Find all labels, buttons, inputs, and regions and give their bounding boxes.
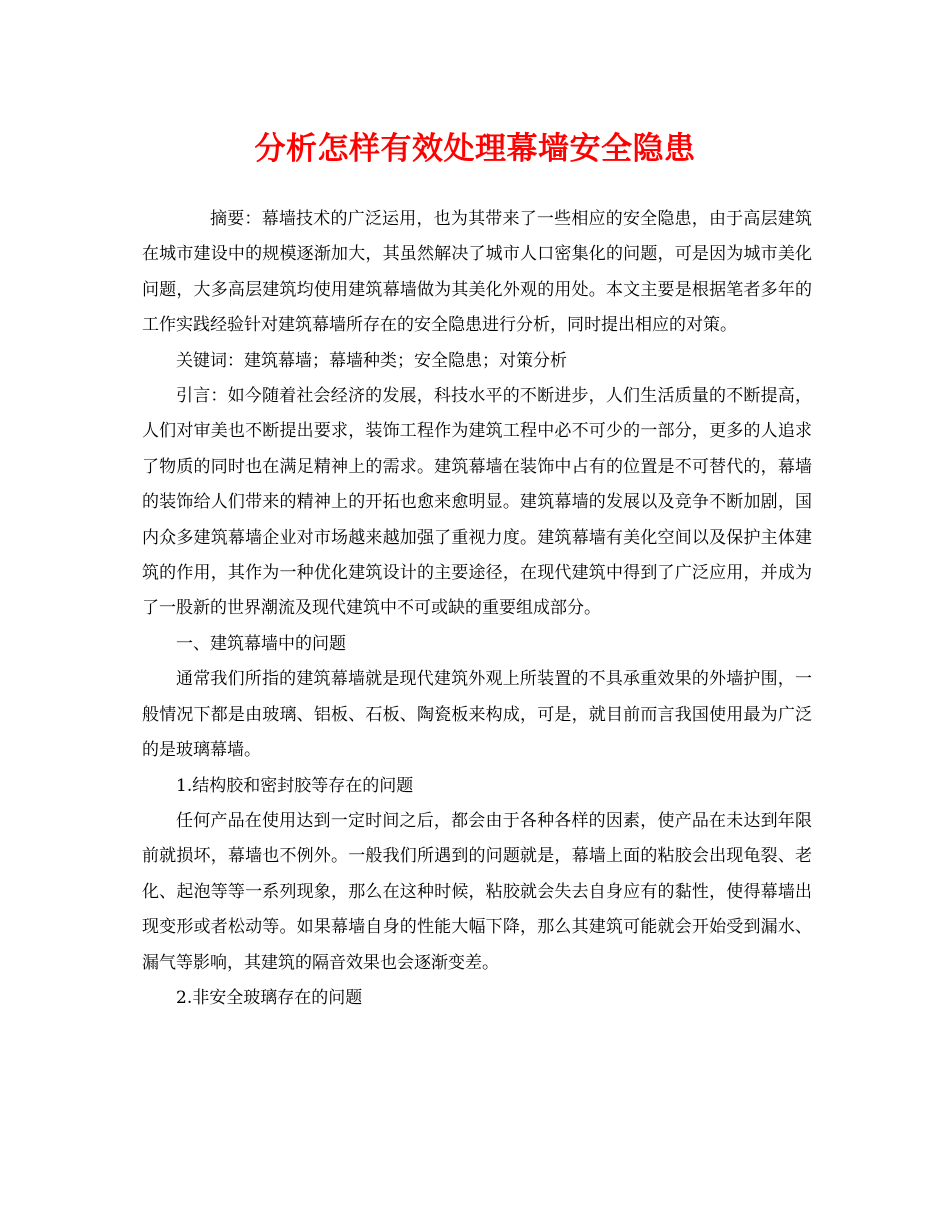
document-body <box>142 202 812 1016</box>
introduction-paragraph: 引言：如今随着社会经济的发展，科技水平的不断进步，人们生活质量的不断提高，人们对审美也不断提出要求，装饰工程作为建筑工程中必不可少的一部分，更多的人追求了物质的同时也在满足精神上的需求。建筑幕墙在装饰中占有的位置是不可替代的，幕墙的装饰给人们带来的精神上的开拓也愈来愈明显。建筑幕墙的发展以及竞争不断加剧，国内众多建筑幕墙企业对市场越来越加强了重视力度。建筑幕墙有美化空间以及保护主体建筑的作用，其作为一种优化建筑设计的主要途径，在现代建筑中得到了广泛应用，并成为了一股新的世界潮流及现代建筑中不可或缺的重要组成部分。 <box>142 386 812 619</box>
subsection-heading-2: 2.非安全玻璃存在的问题 <box>176 987 363 1008</box>
subsection-heading-1: 1.结构胶和密封胶等存在的问题 <box>176 775 414 796</box>
keywords-paragraph: 关键词：建筑幕墙；幕墙种类；安全隐患；对策分析 <box>176 350 567 371</box>
body-paragraph: 通常我们所指的建筑幕墙就是现代建筑外观上所装置的不具承重效果的外墙护围，一般情况下都是由玻璃、铝板、石板、陶瓷板来构成，可是，就目前而言我国使用最为广泛的是玻璃幕墙。 <box>142 669 812 761</box>
section-heading-1: 一、建筑幕墙中的问题 <box>176 633 346 654</box>
document-title: 分析怎样有效处理幕墙安全隐患 <box>254 131 696 167</box>
body-paragraph: 任何产品在使用达到一定时间之后，都会由于各种各样的因素，使产品在未达到年限前就损坏，幕墙也不例外。一般我们所遇到的问题就是，幕墙上面的粘胶会出现龟裂、老化、起泡等等一系列现象，那么在这种时候，粘胶就会失去自身应有的黏性，使得幕墙出现变形或者松动等。如果幕墙自身的性能大幅下降，那么其建筑可能就会开始受到漏水、漏气等影响，其建筑的隔音效果也会逐渐变差。 <box>142 810 812 973</box>
abstract-paragraph: 摘要：幕墙技术的广泛运用，也为其带来了一些相应的安全隐患，由于高层建筑在城市建设中的规模逐渐加大，其虽然解决了城市人口密集化的问题，可是因为城市美化问题，大多高层建筑均使用建筑幕墙做为其美化外观的用处。本文主要是根据笔者多年的工作实践经验针对建筑幕墙所存在的安全隐患进行分析，同时提出相应的对策。 <box>142 209 812 336</box>
